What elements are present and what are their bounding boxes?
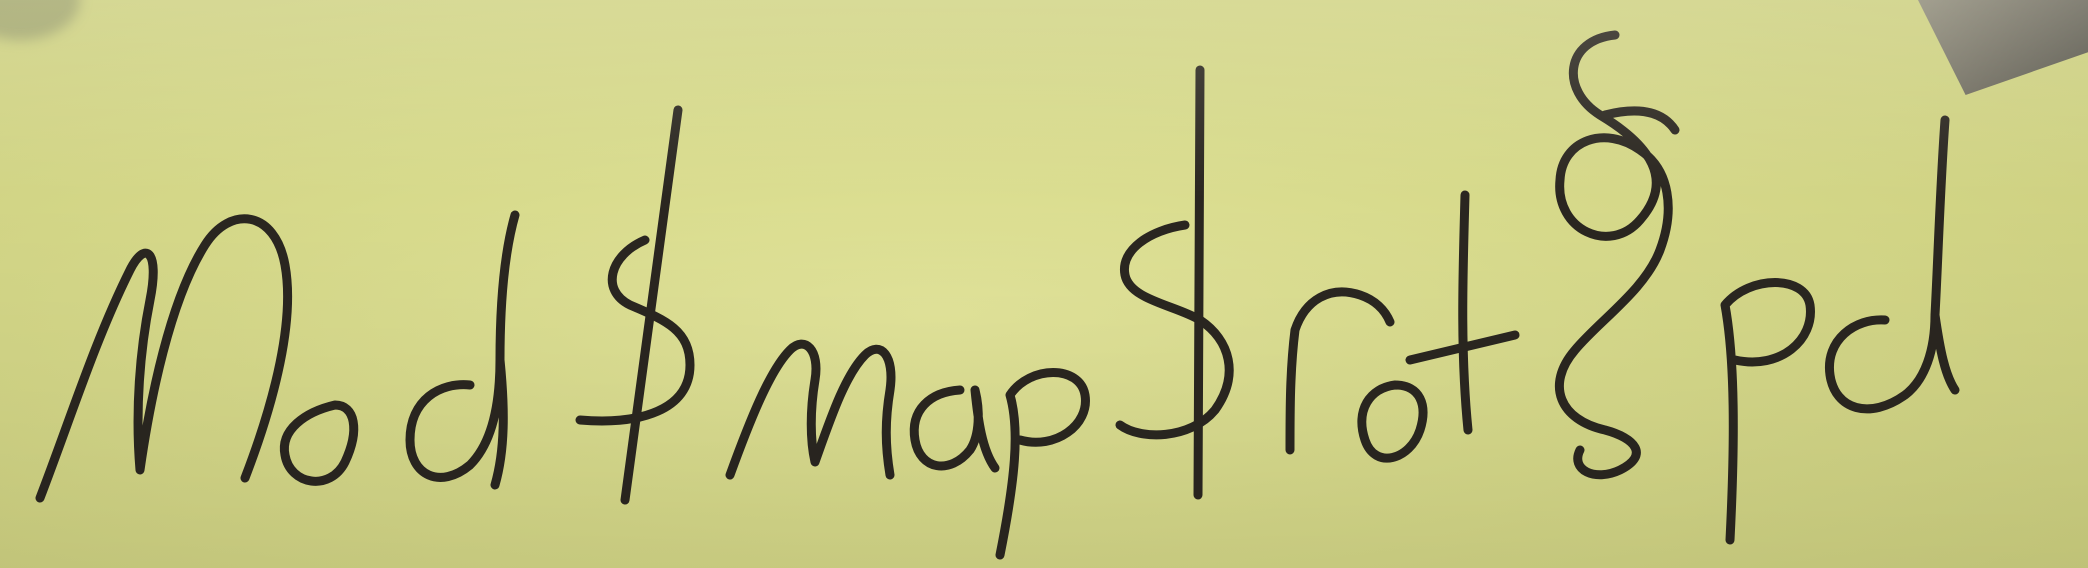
glyph-d-2 bbox=[1829, 120, 1955, 409]
glyph-M bbox=[40, 219, 288, 498]
glyph-o bbox=[284, 405, 353, 481]
glyph-r bbox=[1290, 292, 1390, 450]
glyph-p bbox=[1000, 373, 1085, 556]
glyph-o-2 bbox=[1362, 385, 1423, 458]
glyph-d bbox=[410, 215, 515, 485]
glyph-a bbox=[914, 390, 995, 468]
glyph-p-2 bbox=[1725, 283, 1810, 541]
glyph-section bbox=[1559, 35, 1668, 475]
glyph-m bbox=[730, 344, 891, 475]
glyph-t bbox=[1463, 195, 1468, 430]
glyph-dollar-2 bbox=[1120, 225, 1229, 435]
dollar-2-stroke bbox=[1198, 70, 1200, 495]
